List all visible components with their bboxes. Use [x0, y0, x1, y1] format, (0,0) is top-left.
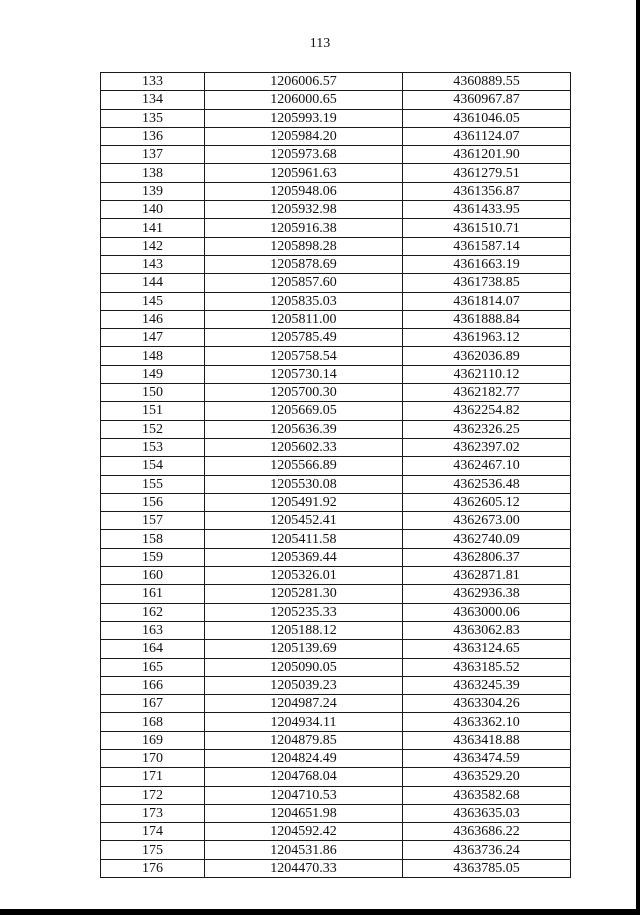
y-coordinate-cell: 4363582.68 — [403, 786, 571, 804]
table-row — [101, 365, 571, 383]
x-coordinate-cell: 1205984.20 — [205, 127, 403, 145]
point-number-cell: 144 — [101, 274, 205, 292]
table-row — [101, 146, 571, 164]
y-coordinate-cell: 4360967.87 — [403, 91, 571, 109]
table-row — [101, 768, 571, 786]
table-row — [101, 420, 571, 438]
table-row — [101, 255, 571, 273]
point-number-cell: 166 — [101, 676, 205, 694]
table-row — [101, 676, 571, 694]
table-row — [101, 91, 571, 109]
y-coordinate-cell: 4362254.82 — [403, 402, 571, 420]
x-coordinate-cell: 1204592.42 — [205, 823, 403, 841]
y-coordinate-cell: 4363686.22 — [403, 823, 571, 841]
x-coordinate-cell: 1205878.69 — [205, 255, 403, 273]
y-coordinate-cell: 4363304.26 — [403, 695, 571, 713]
table-row — [101, 585, 571, 603]
table-row — [101, 219, 571, 237]
point-number-cell: 170 — [101, 749, 205, 767]
y-coordinate-cell: 4363635.03 — [403, 804, 571, 822]
x-coordinate-cell: 1205411.58 — [205, 530, 403, 548]
point-number-cell: 165 — [101, 658, 205, 676]
table-row — [101, 493, 571, 511]
table-row — [101, 804, 571, 822]
y-coordinate-cell: 4361888.84 — [403, 310, 571, 328]
x-coordinate-cell: 1205566.89 — [205, 457, 403, 475]
point-number-cell: 143 — [101, 255, 205, 273]
table-row — [101, 127, 571, 145]
x-coordinate-cell: 1204768.04 — [205, 768, 403, 786]
point-number-cell: 158 — [101, 530, 205, 548]
y-coordinate-cell: 4361738.85 — [403, 274, 571, 292]
table-row — [101, 457, 571, 475]
y-coordinate-cell: 4362536.48 — [403, 475, 571, 493]
point-number-cell: 150 — [101, 384, 205, 402]
y-coordinate-cell: 4361587.14 — [403, 237, 571, 255]
x-coordinate-cell: 1205993.19 — [205, 109, 403, 127]
y-coordinate-cell: 4363245.39 — [403, 676, 571, 694]
y-coordinate-cell: 4363418.88 — [403, 731, 571, 749]
x-coordinate-cell: 1205281.30 — [205, 585, 403, 603]
point-number-cell: 175 — [101, 841, 205, 859]
x-coordinate-cell: 1205602.33 — [205, 438, 403, 456]
y-coordinate-cell: 4363736.24 — [403, 841, 571, 859]
y-coordinate-cell: 4363785.05 — [403, 859, 571, 877]
table-row — [101, 658, 571, 676]
x-coordinate-cell: 1205961.63 — [205, 164, 403, 182]
table-row — [101, 384, 571, 402]
table-row — [101, 237, 571, 255]
table-row — [101, 73, 571, 91]
point-number-cell: 152 — [101, 420, 205, 438]
point-number-cell: 156 — [101, 493, 205, 511]
y-coordinate-cell: 4362397.02 — [403, 438, 571, 456]
y-coordinate-cell: 4361433.95 — [403, 201, 571, 219]
x-coordinate-cell: 1205898.28 — [205, 237, 403, 255]
point-number-cell: 174 — [101, 823, 205, 841]
x-coordinate-cell: 1204470.33 — [205, 859, 403, 877]
table-row — [101, 164, 571, 182]
table-row — [101, 713, 571, 731]
x-coordinate-cell: 1205916.38 — [205, 219, 403, 237]
y-coordinate-cell: 4360889.55 — [403, 73, 571, 91]
x-coordinate-cell: 1204934.11 — [205, 713, 403, 731]
point-number-cell: 161 — [101, 585, 205, 603]
y-coordinate-cell: 4362673.00 — [403, 512, 571, 530]
y-coordinate-cell: 4362110.12 — [403, 365, 571, 383]
x-coordinate-cell: 1205530.08 — [205, 475, 403, 493]
table-row — [101, 786, 571, 804]
table-row — [101, 621, 571, 639]
point-number-cell: 142 — [101, 237, 205, 255]
table-row — [101, 347, 571, 365]
point-number-cell: 167 — [101, 695, 205, 713]
x-coordinate-cell: 1205669.05 — [205, 402, 403, 420]
y-coordinate-cell: 4362467.10 — [403, 457, 571, 475]
table-row — [101, 329, 571, 347]
point-number-cell: 171 — [101, 768, 205, 786]
point-number-cell: 163 — [101, 621, 205, 639]
x-coordinate-cell: 1205235.33 — [205, 603, 403, 621]
table-row — [101, 109, 571, 127]
table-row — [101, 292, 571, 310]
point-number-cell: 155 — [101, 475, 205, 493]
y-coordinate-cell: 4361663.19 — [403, 255, 571, 273]
x-coordinate-cell: 1205090.05 — [205, 658, 403, 676]
point-number-cell: 137 — [101, 146, 205, 164]
point-number-cell: 136 — [101, 127, 205, 145]
x-coordinate-cell: 1205188.12 — [205, 621, 403, 639]
x-coordinate-cell: 1205139.69 — [205, 640, 403, 658]
x-coordinate-cell: 1205039.23 — [205, 676, 403, 694]
y-coordinate-cell: 4363185.52 — [403, 658, 571, 676]
x-coordinate-cell: 1205326.01 — [205, 567, 403, 585]
point-number-cell: 164 — [101, 640, 205, 658]
table-row — [101, 548, 571, 566]
x-coordinate-cell: 1205369.44 — [205, 548, 403, 566]
point-number-cell: 146 — [101, 310, 205, 328]
point-number-cell: 153 — [101, 438, 205, 456]
x-coordinate-cell: 1205811.00 — [205, 310, 403, 328]
y-coordinate-cell: 4363124.65 — [403, 640, 571, 658]
point-number-cell: 168 — [101, 713, 205, 731]
y-coordinate-cell: 4362936.38 — [403, 585, 571, 603]
point-number-cell: 159 — [101, 548, 205, 566]
table-row — [101, 402, 571, 420]
x-coordinate-cell: 1206000.65 — [205, 91, 403, 109]
table-row — [101, 749, 571, 767]
table-row — [101, 182, 571, 200]
y-coordinate-cell: 4362182.77 — [403, 384, 571, 402]
table-row — [101, 603, 571, 621]
point-number-cell: 173 — [101, 804, 205, 822]
y-coordinate-cell: 4362871.81 — [403, 567, 571, 585]
table-row — [101, 695, 571, 713]
y-coordinate-cell: 4361510.71 — [403, 219, 571, 237]
x-coordinate-cell: 1205452.41 — [205, 512, 403, 530]
point-number-cell: 135 — [101, 109, 205, 127]
point-number-cell: 160 — [101, 567, 205, 585]
y-coordinate-cell: 4361124.07 — [403, 127, 571, 145]
table-row — [101, 310, 571, 328]
scan-edge-bottom — [0, 909, 640, 915]
table-row — [101, 201, 571, 219]
y-coordinate-cell: 4361046.05 — [403, 109, 571, 127]
x-coordinate-cell: 1205730.14 — [205, 365, 403, 383]
table-row — [101, 475, 571, 493]
y-coordinate-cell: 4362806.37 — [403, 548, 571, 566]
coordinates-table-body — [101, 73, 571, 878]
y-coordinate-cell: 4362605.12 — [403, 493, 571, 511]
y-coordinate-cell: 4361356.87 — [403, 182, 571, 200]
point-number-cell: 147 — [101, 329, 205, 347]
table-row — [101, 731, 571, 749]
x-coordinate-cell: 1206006.57 — [205, 73, 403, 91]
y-coordinate-cell: 4363362.10 — [403, 713, 571, 731]
y-coordinate-cell: 4362326.25 — [403, 420, 571, 438]
page-number: 113 — [309, 36, 331, 51]
table-row — [101, 530, 571, 548]
point-number-cell: 141 — [101, 219, 205, 237]
point-number-cell: 140 — [101, 201, 205, 219]
point-number-cell: 138 — [101, 164, 205, 182]
y-coordinate-cell: 4363474.59 — [403, 749, 571, 767]
scan-edge-right — [636, 0, 640, 915]
point-number-cell: 148 — [101, 347, 205, 365]
table-row — [101, 438, 571, 456]
x-coordinate-cell: 1205785.49 — [205, 329, 403, 347]
x-coordinate-cell: 1205758.54 — [205, 347, 403, 365]
point-number-cell: 154 — [101, 457, 205, 475]
point-number-cell: 151 — [101, 402, 205, 420]
x-coordinate-cell: 1205948.06 — [205, 182, 403, 200]
point-number-cell: 139 — [101, 182, 205, 200]
x-coordinate-cell: 1204710.53 — [205, 786, 403, 804]
table-row — [101, 859, 571, 877]
y-coordinate-cell: 4362036.89 — [403, 347, 571, 365]
point-number-cell: 149 — [101, 365, 205, 383]
table-row — [101, 512, 571, 530]
point-number-cell: 145 — [101, 292, 205, 310]
x-coordinate-cell: 1205932.98 — [205, 201, 403, 219]
point-number-cell: 162 — [101, 603, 205, 621]
x-coordinate-cell: 1205973.68 — [205, 146, 403, 164]
x-coordinate-cell: 1205857.60 — [205, 274, 403, 292]
coordinates-table — [100, 72, 571, 878]
table-row — [101, 640, 571, 658]
table-row — [101, 841, 571, 859]
x-coordinate-cell: 1205835.03 — [205, 292, 403, 310]
y-coordinate-cell: 4363062.83 — [403, 621, 571, 639]
y-coordinate-cell: 4361201.90 — [403, 146, 571, 164]
point-number-cell: 169 — [101, 731, 205, 749]
y-coordinate-cell: 4361963.12 — [403, 329, 571, 347]
y-coordinate-cell: 4363000.06 — [403, 603, 571, 621]
point-number-cell: 176 — [101, 859, 205, 877]
table-row — [101, 823, 571, 841]
x-coordinate-cell: 1204651.98 — [205, 804, 403, 822]
point-number-cell: 133 — [101, 73, 205, 91]
x-coordinate-cell: 1204531.86 — [205, 841, 403, 859]
x-coordinate-cell: 1205636.39 — [205, 420, 403, 438]
x-coordinate-cell: 1205491.92 — [205, 493, 403, 511]
table-row — [101, 567, 571, 585]
y-coordinate-cell: 4361279.51 — [403, 164, 571, 182]
table-row — [101, 274, 571, 292]
x-coordinate-cell: 1204987.24 — [205, 695, 403, 713]
point-number-cell: 134 — [101, 91, 205, 109]
point-number-cell: 157 — [101, 512, 205, 530]
y-coordinate-cell: 4363529.20 — [403, 768, 571, 786]
x-coordinate-cell: 1204879.85 — [205, 731, 403, 749]
x-coordinate-cell: 1205700.30 — [205, 384, 403, 402]
x-coordinate-cell: 1204824.49 — [205, 749, 403, 767]
y-coordinate-cell: 4362740.09 — [403, 530, 571, 548]
y-coordinate-cell: 4361814.07 — [403, 292, 571, 310]
point-number-cell: 172 — [101, 786, 205, 804]
